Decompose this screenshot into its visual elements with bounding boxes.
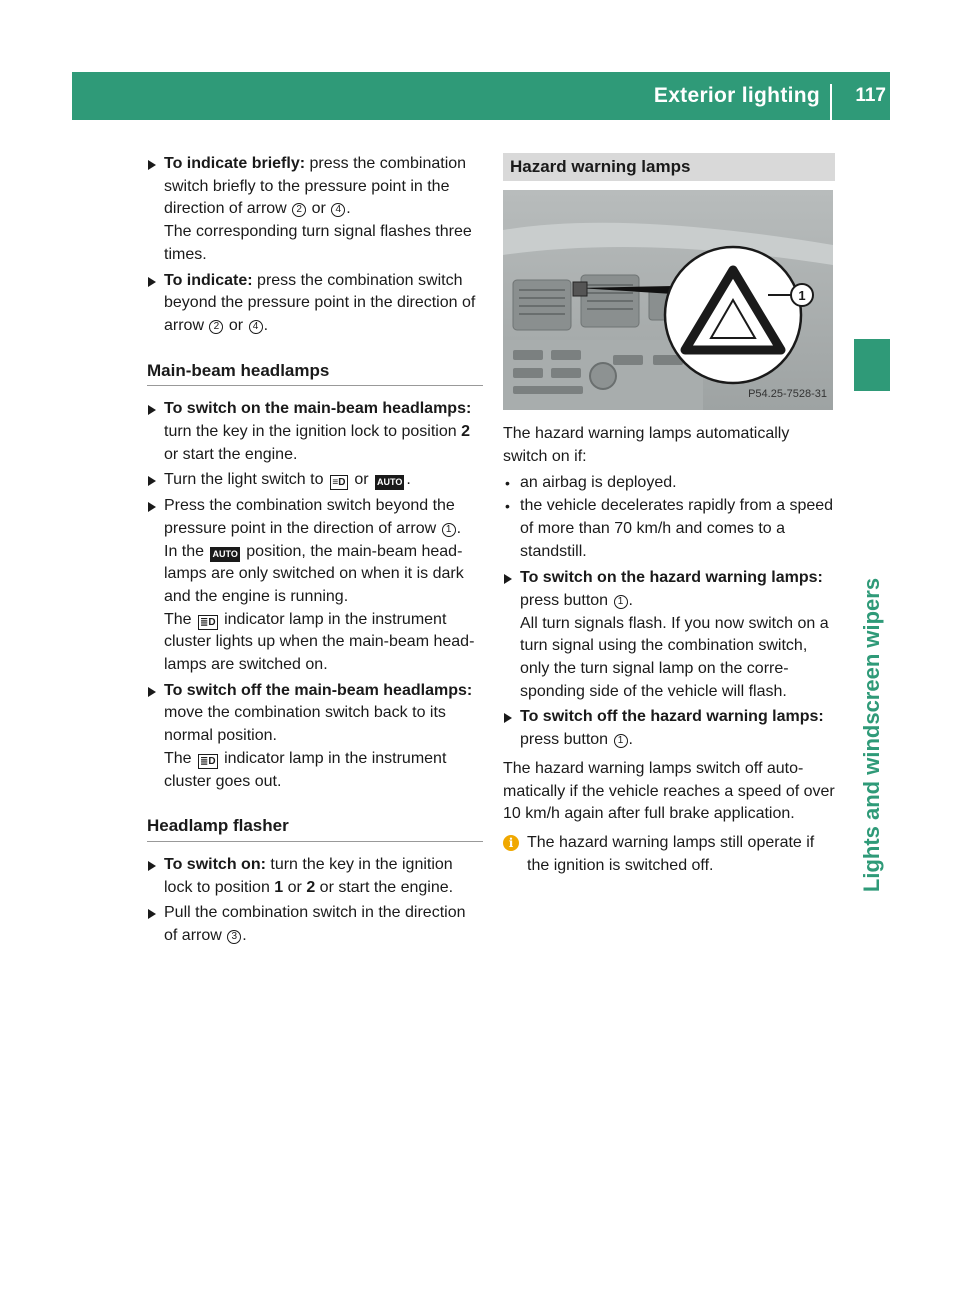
step-switch-on-main-beam: To switch on the main-beam headlamps: turn the key in the ignition lock to position 2 or start the engine. [147,398,483,466]
arrow-callout-1: 1 [442,523,456,537]
auto-light-icon: AUTO [375,475,404,490]
arrow-callout-4: 4 [249,320,263,334]
info-note: i The hazard warning lamps still operate if the ignition is switched off. [503,832,835,877]
hazard-button-illustration [503,190,833,410]
button-callout-1: 1 [614,595,628,609]
hazard-auto-off-paragraph: The hazard warning lamps switch off automatically if the vehicle reaches a speed of over 10 km/h again after full brake application. [503,759,835,823]
step-indicate-briefly: To indicate briefly: press the combination switch briefly to the pressure point in the direction of arrow 2 or 4 . The corresponding turn signal flashes three times. [147,153,483,267]
step-hazard-off: To switch off the hazard warning lamps: press button 1 . [503,706,835,751]
header-bar [72,72,890,120]
step-hazard-on: To switch on the hazard warning lamps: press button 1 . All turn signals flash. If you now switch on a turn signal using the combination switch, only the turn signal lamp on the corresponding side of the vehicle will flash. [503,567,835,703]
chapter-tab [854,339,890,391]
step-flasher-switch-on: To switch on: turn the key in the ignition lock to position 1 or 2 or start the engine. [147,854,483,899]
button-callout-1: 1 [614,734,628,748]
list-item: • an airbag is deployed. [503,472,835,495]
auto-light-icon: AUTO [210,547,239,562]
hazard-intro: The hazard warning lamps automatically switch on if: [503,425,790,465]
dipped-beam-icon: ≡D [330,475,348,490]
step-pull-combination-switch: Pull the combination switch in the direction of arrow 3 . [147,902,483,947]
heading-headlamp-flasher: Headlamp flasher [147,815,483,842]
heading-main-beam: Main-beam headlamps [147,360,483,387]
arrow-callout-2: 2 [292,203,306,217]
header-divider [830,84,832,120]
step-note: The corresponding turn signal flashes three times. [164,223,472,263]
heading-hazard-warning: Hazard warning lamps [503,153,835,181]
list-item: • the vehicle decelerates rapidly from a speed of more than 70 km/h and comes to a standstill. [503,495,835,563]
arrow-callout-4: 4 [331,203,345,217]
info-icon: i [503,835,519,851]
figure-code: P54.25-7528-31 [748,388,827,401]
step-switch-off-main-beam: To switch off the main-beam headlamps: move the combination switch back to its normal position. The ≣D indicator lamp in the instrument cluster goes out. [147,680,483,794]
arrow-callout-3: 3 [227,930,241,944]
main-beam-icon: ≣D [200,755,216,767]
dashboard-photo [503,190,833,410]
figure-callout: 1 [798,288,806,303]
right-column [503,153,835,877]
chapter-label: Lights and windscreen wipers [859,577,884,893]
arrow-callout-2: 2 [209,320,223,334]
left-column [147,153,483,951]
step-light-switch: Turn the light switch to ≡D or AUTO . [147,469,483,492]
step-press-combination-switch: Press the combination switch beyond the pressure point in the direction of arrow 1 . In the AUTO position, the main-beam headlamps are only switched on when it is dark and the engine is running. The ≣D indicator lamp in the instrument cluster lights up when the main-beam headlamps are switched on. [147,495,483,677]
main-beam-icon: ≣D [200,616,216,628]
step-indicate: To indicate: press the combination switch beyond the pressure point in the direction of arrow 2 or 4 . [147,270,483,338]
page-number: 117 [855,85,886,106]
section-title: Exterior lighting [653,84,820,107]
